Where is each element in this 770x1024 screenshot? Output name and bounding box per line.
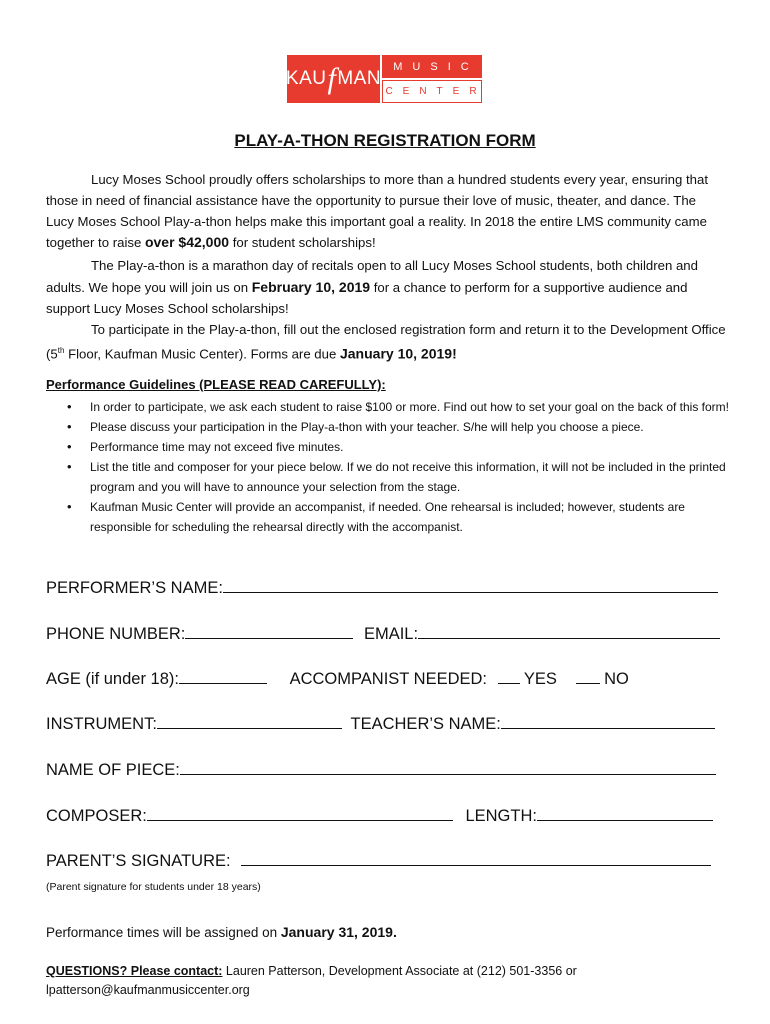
logo-text-left: KAU — [285, 68, 327, 89]
performer-name-field[interactable] — [223, 578, 718, 593]
composer-label: COMPOSER: — [46, 807, 147, 825]
intro-paragraph-1 — [46, 170, 726, 254]
phone-field[interactable] — [185, 624, 353, 639]
no-label: NO — [604, 670, 629, 688]
p1-end: for student scholarships! — [229, 235, 376, 251]
guideline-item: • Please discuss your participation in the Play-a-thon with your teacher. S/he will help you choose a piece. — [90, 417, 736, 437]
phone-label: PHONE NUMBER: — [46, 625, 186, 643]
length-label: LENGTH: — [465, 807, 537, 825]
intro-paragraph-2 — [46, 256, 726, 319]
guideline-item: • In order to participate, we ask each student to raise $100 or more. Find out how to set your goal on the back of this form! — [90, 397, 736, 417]
signature-label: PARENT’S SIGNATURE: — [46, 852, 231, 870]
signature-row — [46, 851, 711, 871]
teacher-label: TEACHER’S NAME: — [350, 715, 501, 733]
logo-text-right: MAN — [337, 68, 382, 89]
instrument-field[interactable] — [157, 714, 342, 729]
p3-bold: January 10, 2019! — [339, 345, 457, 362]
intro-paragraph-3 — [46, 320, 726, 365]
age-accompanist-row — [46, 669, 629, 689]
questions-text: Lauren Patterson, Development Associate at (212) 501-3356 or lpatterson@kaufmanmusiccenter.org — [46, 964, 577, 997]
p2-end: for a chance to perform for a supportive audience and support Lucy Moses School scholarships! — [46, 279, 688, 316]
kaufman-logo — [285, 55, 487, 103]
instrument-teacher-row — [46, 714, 715, 734]
performance-times-note — [46, 924, 397, 940]
guidelines-list — [46, 397, 736, 537]
guidelines-heading: Performance Guidelines (PLEASE READ CAREFULLY): — [46, 377, 386, 392]
phone-email-row — [46, 624, 720, 644]
email-field[interactable] — [418, 624, 720, 639]
p1-text: Lucy Moses School proudly offers scholarships to more than a hundred students every year, ensuring that those in need of financial assistance have the opportunity to pursue their love of music, theater, and dance. The Lucy Moses School Play-a-thon helps make this important goal a reality. In 2018 the entire LMS community came together to raise — [46, 172, 708, 251]
questions-heading: QUESTIONS? Please contact: — [46, 964, 223, 978]
guideline-item: • Performance time may not exceed five minutes. — [90, 437, 736, 457]
p3-text: To participate in the Play-a-thon, fill out the enclosed registration form and return it to the Development Office (5 — [46, 322, 726, 362]
performer-label: PERFORMER’S NAME: — [46, 579, 223, 597]
signature-field[interactable] — [241, 851, 711, 866]
guideline-item: • Kaufman Music Center will provide an accompanist, if needed. One rehearsal is included; however, students are responsible for scheduling the rehearsal directly with the accompanist. — [90, 497, 736, 537]
p2-text: The Play-a-thon is a marathon day of recitals open to all Lucy Moses School students, both children and adults. We hope you will join us on — [46, 258, 698, 295]
accompanist-yes-field[interactable] — [498, 669, 520, 684]
p1-bold: over $42,000 — [144, 234, 230, 251]
length-field[interactable] — [537, 806, 713, 821]
logo-text-f: f — [327, 62, 337, 95]
assign-text: Performance times will be assigned on — [46, 925, 281, 940]
logo-music: MUSIC — [382, 55, 482, 78]
piece-row — [46, 760, 716, 780]
teacher-name-field[interactable] — [501, 714, 715, 729]
accompanist-label: ACCOMPANIST NEEDED: — [289, 670, 487, 688]
age-field[interactable] — [179, 669, 267, 684]
p2-bold: February 10, 2019 — [251, 278, 371, 295]
logo-center: CENTER — [382, 80, 482, 103]
instrument-label: INSTRUMENT: — [46, 715, 157, 733]
performer-row — [46, 578, 718, 598]
p3-mid: Floor, Kaufman Music Center). Forms are due — [64, 346, 340, 362]
p3-sup: th — [57, 345, 65, 355]
piece-label: NAME OF PIECE: — [46, 761, 180, 779]
piece-name-field[interactable] — [180, 760, 716, 775]
yes-label: YES — [523, 670, 557, 688]
page-title: PLAY-A-THON REGISTRATION FORM — [234, 131, 536, 150]
logo-wordmark — [287, 55, 380, 103]
email-label: EMAIL: — [363, 625, 419, 643]
questions-contact — [46, 962, 686, 1000]
assign-date: January 31, 2019. — [280, 924, 397, 940]
age-label: AGE (if under 18): — [46, 670, 179, 688]
composer-field[interactable] — [147, 806, 453, 821]
accompanist-no-field[interactable] — [576, 669, 600, 684]
guideline-item: • List the title and composer for your piece below. If we do not receive this information, it will not be included in the printed program and you will have to announce your selection from the stage. — [90, 457, 736, 497]
composer-length-row — [46, 806, 713, 826]
signature-note: (Parent signature for students under 18 years) — [46, 881, 261, 893]
